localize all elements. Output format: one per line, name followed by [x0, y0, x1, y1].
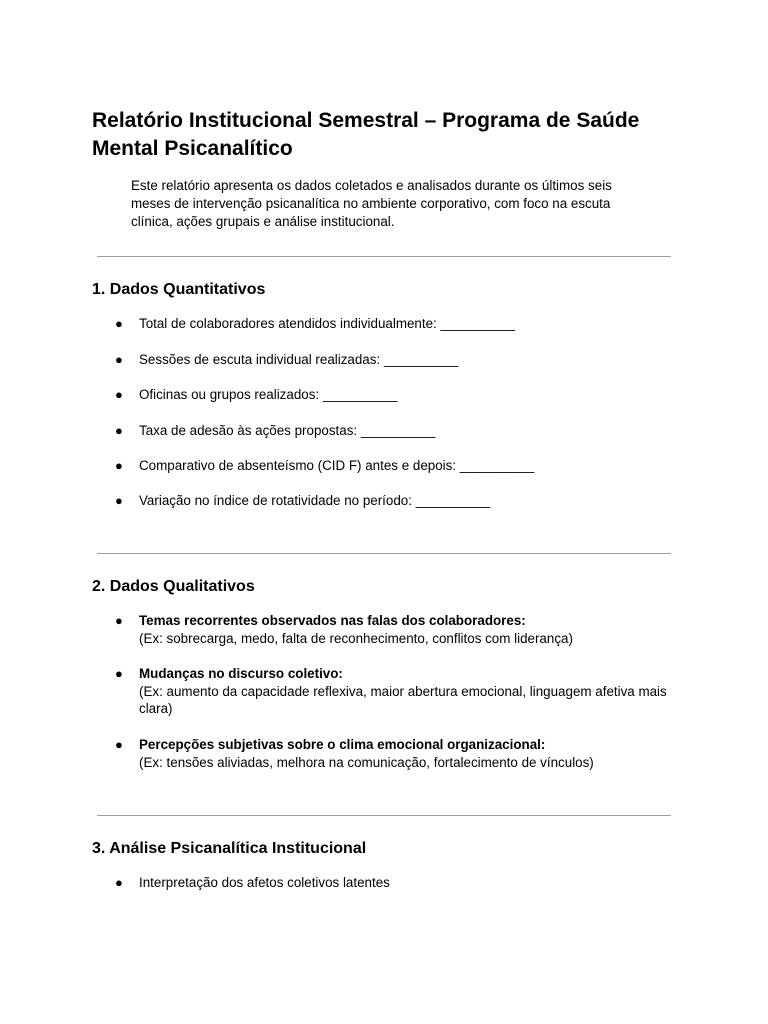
- list-item-qualitative: [115, 736, 674, 771]
- bullet-icon: ●: [115, 875, 123, 890]
- list-item-quantitative: [115, 315, 674, 333]
- item-label: Mudanças no discurso coletivo:: [139, 666, 343, 681]
- bullet-icon: ●: [115, 737, 123, 752]
- item-detail: (Ex: tensões aliviadas, melhora na comunicação, fortalecimento de vínculos): [139, 754, 594, 770]
- list-item-quantitative: [115, 386, 674, 404]
- fill-in-blank: __________: [383, 352, 459, 367]
- fill-in-blank: __________: [415, 493, 491, 508]
- bullet-icon: ●: [115, 352, 123, 367]
- item-label: Variação no índice de rotatividade no período:: [139, 493, 416, 508]
- section-title-analysis: 3. Análise Psicanalítica Institucional: [92, 840, 367, 857]
- fill-in-blank: __________: [440, 316, 515, 331]
- bullet-icon: ●: [115, 387, 123, 402]
- intro-paragraph: Este relatório apresenta os dados coletados e analisados durante os últimos seis meses de intervenção psicanalítica no ambiente corporativo, com foco na escuta clínica, ações grupais e análise institucional.: [131, 178, 612, 229]
- list-item-quantitative: [115, 422, 674, 440]
- section-divider: [97, 815, 671, 816]
- item-detail: (Ex: sobrecarga, medo, falta de reconhecimento, conflitos com liderança): [139, 630, 573, 646]
- fill-in-blank: __________: [322, 387, 398, 402]
- fill-in-blank: __________: [360, 423, 436, 438]
- item-label: Total de colaboradores atendidos individualmente:: [139, 316, 441, 331]
- list-item-qualitative: [115, 665, 674, 718]
- bullet-icon: ●: [115, 423, 123, 438]
- list-item-analysis: [115, 874, 674, 892]
- section-title-qualitative: 2. Dados Qualitativos: [92, 578, 255, 595]
- item-label: Comparativo de absenteísmo (CID F) antes e depois:: [139, 458, 460, 473]
- item-label: Temas recorrentes observados nas falas dos colaboradores:: [139, 613, 526, 628]
- bullet-icon: ●: [115, 316, 123, 331]
- list-item-qualitative: [115, 612, 674, 647]
- section-divider: [97, 256, 671, 257]
- section-divider: [97, 553, 671, 554]
- item-label: Sessões de escuta individual realizadas:: [139, 352, 384, 367]
- section-title-quantitative: 1. Dados Quantitativos: [92, 281, 266, 298]
- item-detail: (Ex: aumento da capacidade reflexiva, maior abertura emocional, linguagem afetiva mais clara): [139, 683, 667, 716]
- bullet-icon: ●: [115, 613, 123, 628]
- item-label: Oficinas ou grupos realizados:: [139, 387, 323, 402]
- list-item-quantitative: [115, 457, 674, 475]
- fill-in-blank: __________: [459, 458, 535, 473]
- report-title: Relatório Institucional Semestral – Programa de Saúde Mental Psicanalítico: [92, 109, 640, 160]
- bullet-icon: ●: [115, 458, 123, 473]
- item-label: Percepções subjetivas sobre o clima emocional organizacional:: [139, 737, 546, 752]
- list-item-quantitative: [115, 492, 674, 510]
- item-label: Interpretação dos afetos coletivos latentes: [139, 875, 390, 890]
- bullet-icon: ●: [115, 666, 123, 681]
- item-label: Taxa de adesão às ações propostas:: [139, 423, 361, 438]
- list-item-quantitative: [115, 351, 674, 369]
- bullet-icon: ●: [115, 493, 123, 508]
